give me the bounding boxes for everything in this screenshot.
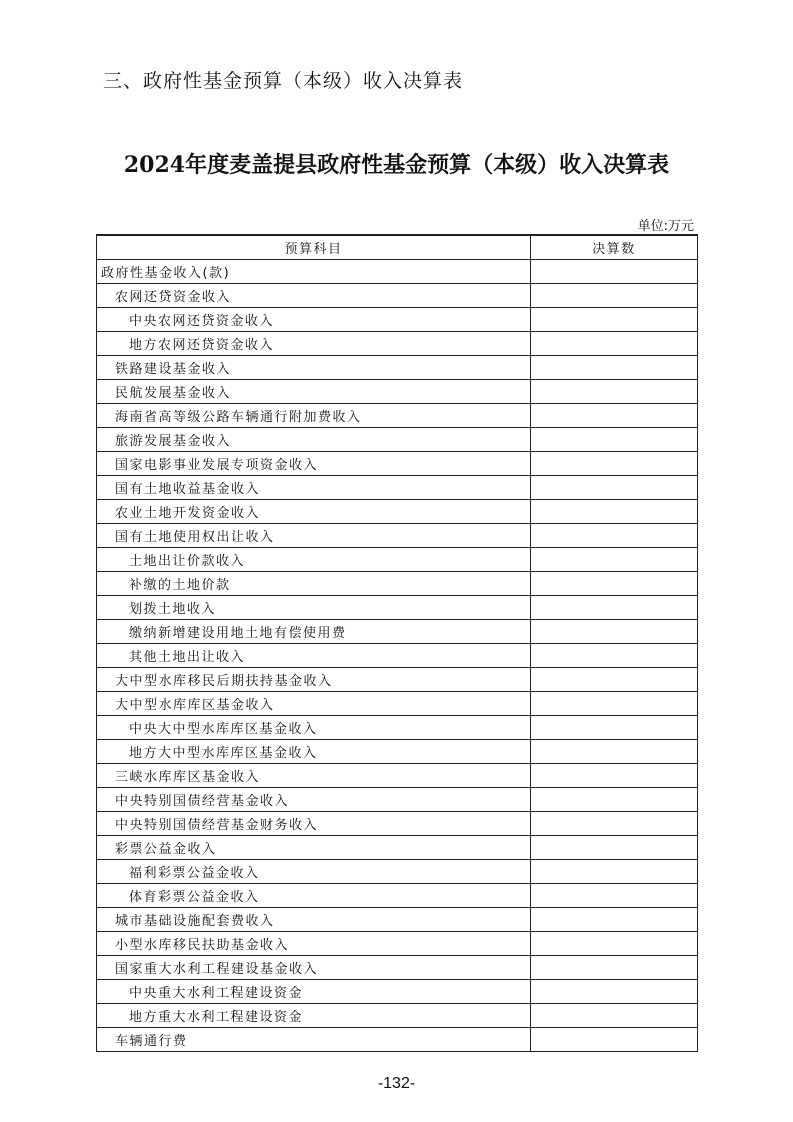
table-row — [97, 980, 698, 1004]
budget-item-name: 土地出让价款收入 — [97, 548, 531, 572]
final-amount-cell — [531, 452, 698, 476]
budget-item-name: 政府性基金收入(款) — [97, 260, 531, 284]
final-amount-cell — [531, 788, 698, 812]
table-row — [97, 764, 698, 788]
budget-item-name: 旅游发展基金收入 — [97, 428, 531, 452]
page-number: -132- — [377, 1075, 416, 1092]
section-heading: 三、政府性基金预算（本级）收入决算表 — [103, 70, 464, 92]
final-amount-cell — [531, 740, 698, 764]
final-amount-cell — [531, 284, 698, 308]
final-amount-cell — [531, 644, 698, 668]
final-amount-cell — [531, 260, 698, 284]
final-amount-cell — [531, 548, 698, 572]
table-row — [97, 476, 698, 500]
final-amount-cell — [531, 620, 698, 644]
column-header-final-amount: 决算数 — [531, 235, 698, 260]
budget-item-name: 中央农网还贷资金收入 — [97, 308, 531, 332]
final-amount-cell — [531, 380, 698, 404]
budget-item-name: 缴纳新增建设用地土地有偿使用费 — [97, 620, 531, 644]
final-amount-cell — [531, 596, 698, 620]
budget-item-name: 车辆通行费 — [97, 1028, 531, 1052]
table-row — [97, 692, 698, 716]
final-amount-cell — [531, 764, 698, 788]
table-row — [97, 356, 698, 380]
budget-item-name: 农业土地开发资金收入 — [97, 500, 531, 524]
table-row — [97, 1028, 698, 1052]
final-amount-cell — [531, 812, 698, 836]
budget-item-name: 大中型水库库区基金收入 — [97, 692, 531, 716]
table-row — [97, 308, 698, 332]
final-amount-cell — [531, 956, 698, 980]
final-amount-cell — [531, 692, 698, 716]
table-row — [97, 380, 698, 404]
budget-item-name: 体育彩票公益金收入 — [97, 884, 531, 908]
budget-item-name: 中央特别国债经营基金财务收入 — [97, 812, 531, 836]
final-amount-cell — [531, 404, 698, 428]
budget-item-name: 地方重大水利工程建设资金 — [97, 1004, 531, 1028]
final-amount-cell — [531, 332, 698, 356]
final-amount-cell — [531, 860, 698, 884]
final-amount-cell — [531, 356, 698, 380]
table-row — [97, 812, 698, 836]
table-row — [97, 740, 698, 764]
budget-item-name: 其他土地出让收入 — [97, 644, 531, 668]
table-row — [97, 644, 698, 668]
budget-item-name: 中央大中型水库库区基金收入 — [97, 716, 531, 740]
table-row — [97, 884, 698, 908]
table-row — [97, 908, 698, 932]
page-title: 2024年度麦盖提县政府性基金预算（本级）收入决算表 — [123, 152, 670, 178]
budget-item-name: 地方大中型水库库区基金收入 — [97, 740, 531, 764]
table-body — [97, 260, 698, 1052]
final-amount-cell — [531, 836, 698, 860]
budget-item-name: 彩票公益金收入 — [97, 836, 531, 860]
budget-item-name: 福利彩票公益金收入 — [97, 860, 531, 884]
final-amount-cell — [531, 908, 698, 932]
budget-item-name: 中央重大水利工程建设资金 — [97, 980, 531, 1004]
table-row — [97, 716, 698, 740]
table-row — [97, 332, 698, 356]
budget-item-name: 国家重大水利工程建设基金收入 — [97, 956, 531, 980]
final-amount-cell — [531, 524, 698, 548]
table-row — [97, 260, 698, 284]
table-row — [97, 572, 698, 596]
table-row — [97, 524, 698, 548]
budget-item-name: 国有土地使用权出让收入 — [97, 524, 531, 548]
budget-item-name: 农网还贷资金收入 — [97, 284, 531, 308]
table-row — [97, 836, 698, 860]
budget-item-name: 城市基础设施配套费收入 — [97, 908, 531, 932]
table-row — [97, 500, 698, 524]
table-row — [97, 1004, 698, 1028]
budget-item-name: 大中型水库移民后期扶持基金收入 — [97, 668, 531, 692]
final-amount-cell — [531, 308, 698, 332]
budget-item-name: 中央特别国债经营基金收入 — [97, 788, 531, 812]
table-row — [97, 596, 698, 620]
table-row — [97, 932, 698, 956]
final-amount-cell — [531, 884, 698, 908]
final-amount-cell — [531, 1028, 698, 1052]
budget-item-name: 海南省高等级公路车辆通行附加费收入 — [97, 404, 531, 428]
budget-table — [96, 234, 698, 1052]
unit-label: 单位:万元 — [637, 219, 694, 234]
final-amount-cell — [531, 716, 698, 740]
budget-item-name: 国有土地收益基金收入 — [97, 476, 531, 500]
table-row — [97, 860, 698, 884]
table-row — [97, 428, 698, 452]
table-row — [97, 404, 698, 428]
budget-item-name: 补缴的土地价款 — [97, 572, 531, 596]
table-row — [97, 668, 698, 692]
budget-item-name: 民航发展基金收入 — [97, 380, 531, 404]
final-amount-cell — [531, 980, 698, 1004]
final-amount-cell — [531, 1004, 698, 1028]
final-amount-cell — [531, 572, 698, 596]
final-amount-cell — [531, 932, 698, 956]
table-row — [97, 788, 698, 812]
budget-item-name: 国家电影事业发展专项资金收入 — [97, 452, 531, 476]
table-row — [97, 620, 698, 644]
table-row — [97, 548, 698, 572]
final-amount-cell — [531, 476, 698, 500]
table-row — [97, 956, 698, 980]
budget-item-name: 三峡水库库区基金收入 — [97, 764, 531, 788]
column-header-budget-item: 预算科目 — [97, 235, 531, 260]
final-amount-cell — [531, 428, 698, 452]
budget-item-name: 划拨土地收入 — [97, 596, 531, 620]
table-header-row — [97, 235, 698, 260]
final-amount-cell — [531, 668, 698, 692]
budget-item-name: 铁路建设基金收入 — [97, 356, 531, 380]
budget-item-name: 小型水库移民扶助基金收入 — [97, 932, 531, 956]
table-row — [97, 284, 698, 308]
table-row — [97, 452, 698, 476]
final-amount-cell — [531, 500, 698, 524]
budget-item-name: 地方农网还贷资金收入 — [97, 332, 531, 356]
